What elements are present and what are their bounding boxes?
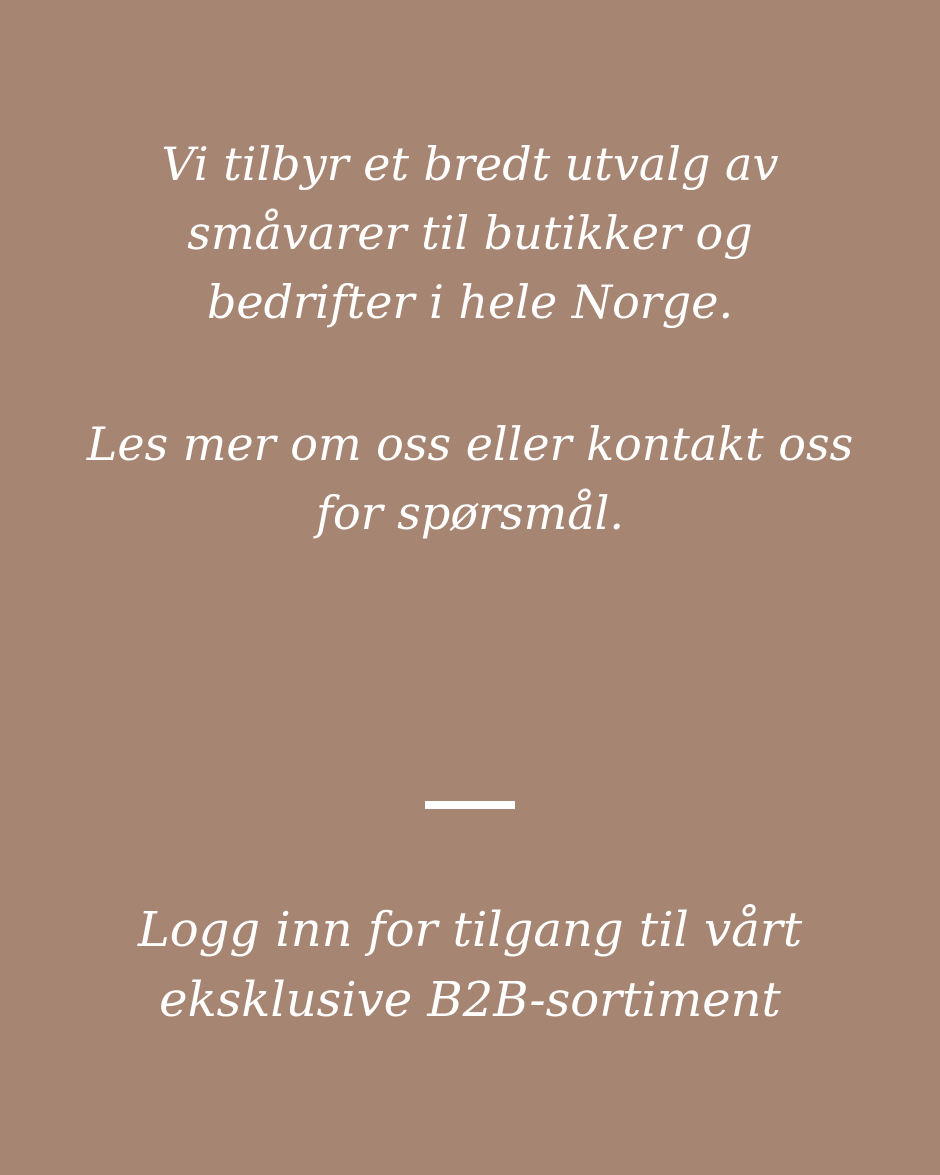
intro-text — [0, 130, 940, 337]
contact-line: for spørsmål. — [315, 486, 625, 540]
login-prompt-text — [0, 895, 940, 1035]
intro-line: bedrifter i hele Norge. — [206, 275, 734, 329]
intro-line: Vi tilbyr et bredt utvalg av — [161, 137, 779, 191]
divider — [425, 801, 515, 809]
contact-line: Les mer om oss eller kontakt oss — [86, 417, 854, 471]
intro-line: småvarer til butikker og — [187, 206, 753, 260]
contact-text — [0, 410, 940, 548]
login-line: Logg inn for tilgang til vårt — [137, 902, 803, 958]
login-line: eksklusive B2B-sortiment — [159, 972, 781, 1028]
